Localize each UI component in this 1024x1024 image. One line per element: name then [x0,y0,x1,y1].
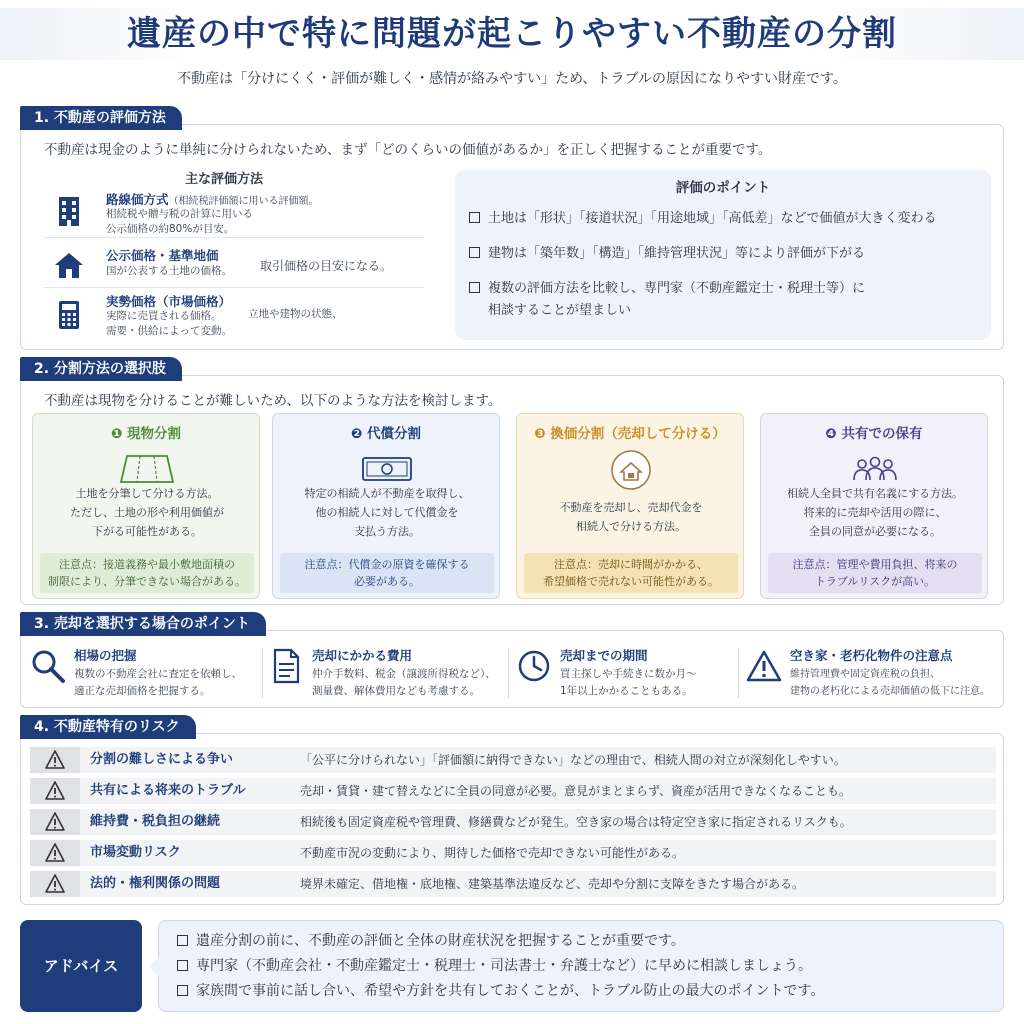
risk-row [30,871,996,897]
risk-name: 共有による将来のトラブル [90,783,246,798]
risk-name: 市場変動リスク [90,845,181,860]
warning-icon [30,840,80,866]
sale-point-title: 売却までの期間 [560,648,648,663]
card-note: 注意点：接道義務や最小敷地面積の 制限により、分筆できない場合がある。 [40,553,254,593]
section-1-label: 1. 不動産の評価方法 [20,106,182,130]
checkbox-icon [469,212,480,223]
clock-icon [514,646,554,686]
method-name: 公示価格・基準地価 [106,248,219,263]
card-kyoyu [760,413,988,599]
checkbox-icon [177,935,188,946]
point-item: 建物は「築年数」「構造」「維持管理状況」等により評価が下がる [469,243,865,265]
warning-icon [30,747,80,773]
checkbox-icon [469,282,480,293]
sale-point-title: 相場の把握 [74,648,137,663]
risk-row [30,809,996,835]
sale-point-market [28,644,264,702]
page-title: 遺産の中で特に問題が起こりやすい不動産の分割 [0,8,1024,60]
advice-item: 家族間で事前に話し合い、希望や方針を共有しておくことが、トラブル防止の最大のポイントです。 [177,980,824,1002]
checkbox-icon [469,247,480,258]
risk-text: 境界未確定、借地権・底地権、建築基準法違反など、売却や分割に支障をきたす場合がある。 [300,877,805,891]
card-title: ❹ 共有での保有 [825,426,923,442]
sale-point-text: 維持管理費や固定資産税の負担、 建物の老朽化による売却価値の低下に注意。 [790,669,990,697]
risk-text: 売却・賃貸・建て替えなどに全員の同意が必要。意見がまとまらず、資産が活用できなくなることも。 [300,784,852,798]
card-daisho [272,413,500,599]
advice-label: アドバイス [20,920,142,1012]
magnifier-icon [28,646,68,686]
card-title: ❸ 換価分割（売却して分ける） [534,426,726,442]
method-side-note: 取引価格の目安になる。 [260,259,393,273]
point-item: 複数の評価方法を比較し、専門家（不動産鑑定士・税理士等）に 相談することが望ましい [469,278,865,322]
card-note: 注意点：代償金の原資を確保する 必要がある。 [280,553,494,593]
sale-point-text: 買主探しや手続きに数か月〜 1年以上かかることもある。 [560,668,697,697]
points-title: 評価のポイント [675,180,771,196]
method-name: 路線価方式（相続税評価額に用いる評価額。 [106,192,319,207]
section-4-label: 4. 不動産特有のリスク [20,715,196,739]
method-text: 国が公表する土地の価格。 [106,265,232,277]
divider [508,648,509,698]
advice-item: 遺産分割の前に、不動産の評価と全体の財産状況を把握することが重要です。 [177,930,685,952]
advice-notch [149,957,159,977]
method-jissei [44,290,424,344]
document-icon [266,646,306,686]
sale-point-title: 空き家・老朽化物件の注意点 [790,648,953,663]
section-2-intro: 不動産は現物を分けることが難しいため、以下のような方法を検討します。 [44,393,502,409]
building-icon [52,194,86,228]
card-note: 注意点：管理や費用負担、将来の トラブルリスクが高い。 [768,553,982,593]
method-koji [44,240,424,288]
sale-house-icon [601,446,661,492]
warning-icon [30,778,80,804]
divider [738,648,739,698]
card-kanka [516,413,744,599]
method-text: 実際に売買される価格。 需要・供給によって変動。 [106,310,232,337]
card-description: 土地を分筆して分ける方法。 ただし、土地の形や利用価値が 下がる可能性がある。 [70,487,224,538]
warning-icon [744,646,784,686]
risk-row [30,840,996,866]
risk-text: 不動産市況の変動により、期待した価格で売却できない可能性がある。 [300,846,685,860]
section-2-label: 2. 分割方法の選択肢 [20,357,182,381]
advice-item: 専門家（不動産会社・不動産鑑定士・税理士・司法書士・弁護士など）に早めに相談しましょう。 [177,955,812,977]
calculator-icon [52,298,86,332]
method-text: 相続税や贈与税の計算に用いる 公示価格の約80%が目安。 [106,208,253,235]
risk-text: 相続後も固定資産税や管理費、修繕費などが発生。空き家の場合は特定空き家に指定されるリスクも。 [300,815,852,829]
sale-point-cost [266,644,510,702]
sale-point-vacant [744,644,1002,702]
card-genbutsu [32,413,260,599]
risk-name: 法的・権利関係の問題 [90,876,221,891]
house-icon [52,248,86,282]
card-title: ❶ 現物分割 [110,426,182,442]
method-name: 実勢価格（市場価格） [106,294,232,309]
checkbox-icon [177,960,188,971]
warning-icon [30,871,80,897]
risk-name: 分割の難しさによる争い [90,752,234,767]
sale-point-title: 売却にかかる費用 [312,648,413,663]
method-side-note: 立地や建物の状態、 [248,308,343,320]
card-note: 注意点：売却に時間がかかる、 希望価格で売れない可能性がある。 [524,553,738,593]
section-1-intro: 不動産は現金のように単純に分けられないため、まず「どのくらいの価値があるか」を正しく把握することが重要です。 [44,142,772,158]
checkbox-icon [177,985,188,996]
risk-row [30,778,996,804]
advice-box [158,920,1004,1012]
card-description: 特定の相続人が不動産を取得し、 他の相続人に対して代償金を 支払う方法。 [304,487,470,538]
card-title: ❷ 代償分割 [350,426,422,442]
evaluation-points-panel [455,170,991,340]
card-description: 相続人全員で共有名義にする方法。 将来的に売却や活用の際に、 全員の同意が必要になる。 [787,487,963,538]
method-rosenka [44,186,424,238]
card-description: 不動産を売却し、売却代金を 相続人で分ける方法。 [559,501,703,533]
sale-point-text: 複数の不動産会社に査定を依頼し、 適正な売却価格を把握する。 [74,668,242,697]
risk-name: 維持費・税負担の継続 [90,814,221,829]
sale-point-text: 仲介手数料、税金（譲渡所得税など）、 測量費、解体費用なども考慮する。 [312,668,496,697]
warning-icon [30,809,80,835]
methods-title: 主な評価方法 [184,172,263,187]
risk-text: 「公平に分けられない」「評価額に納得できない」などの理由で、相続人間の対立が深刻化しやすい。 [300,753,846,767]
sale-point-period [514,644,738,702]
risk-row [30,747,996,773]
divider [262,648,263,698]
point-item: 土地は「形状」「接道状況」「用途地域」「高低差」などで価値が大きく変わる [469,208,937,230]
section-3-label: 3. 売却を選択する場合のポイント [20,612,266,636]
page-subtitle: 不動産は「分けにくく・評価が難しく・感情が絡みやすい」ため、トラブルの原因になりやすい財産です。 [177,71,847,87]
